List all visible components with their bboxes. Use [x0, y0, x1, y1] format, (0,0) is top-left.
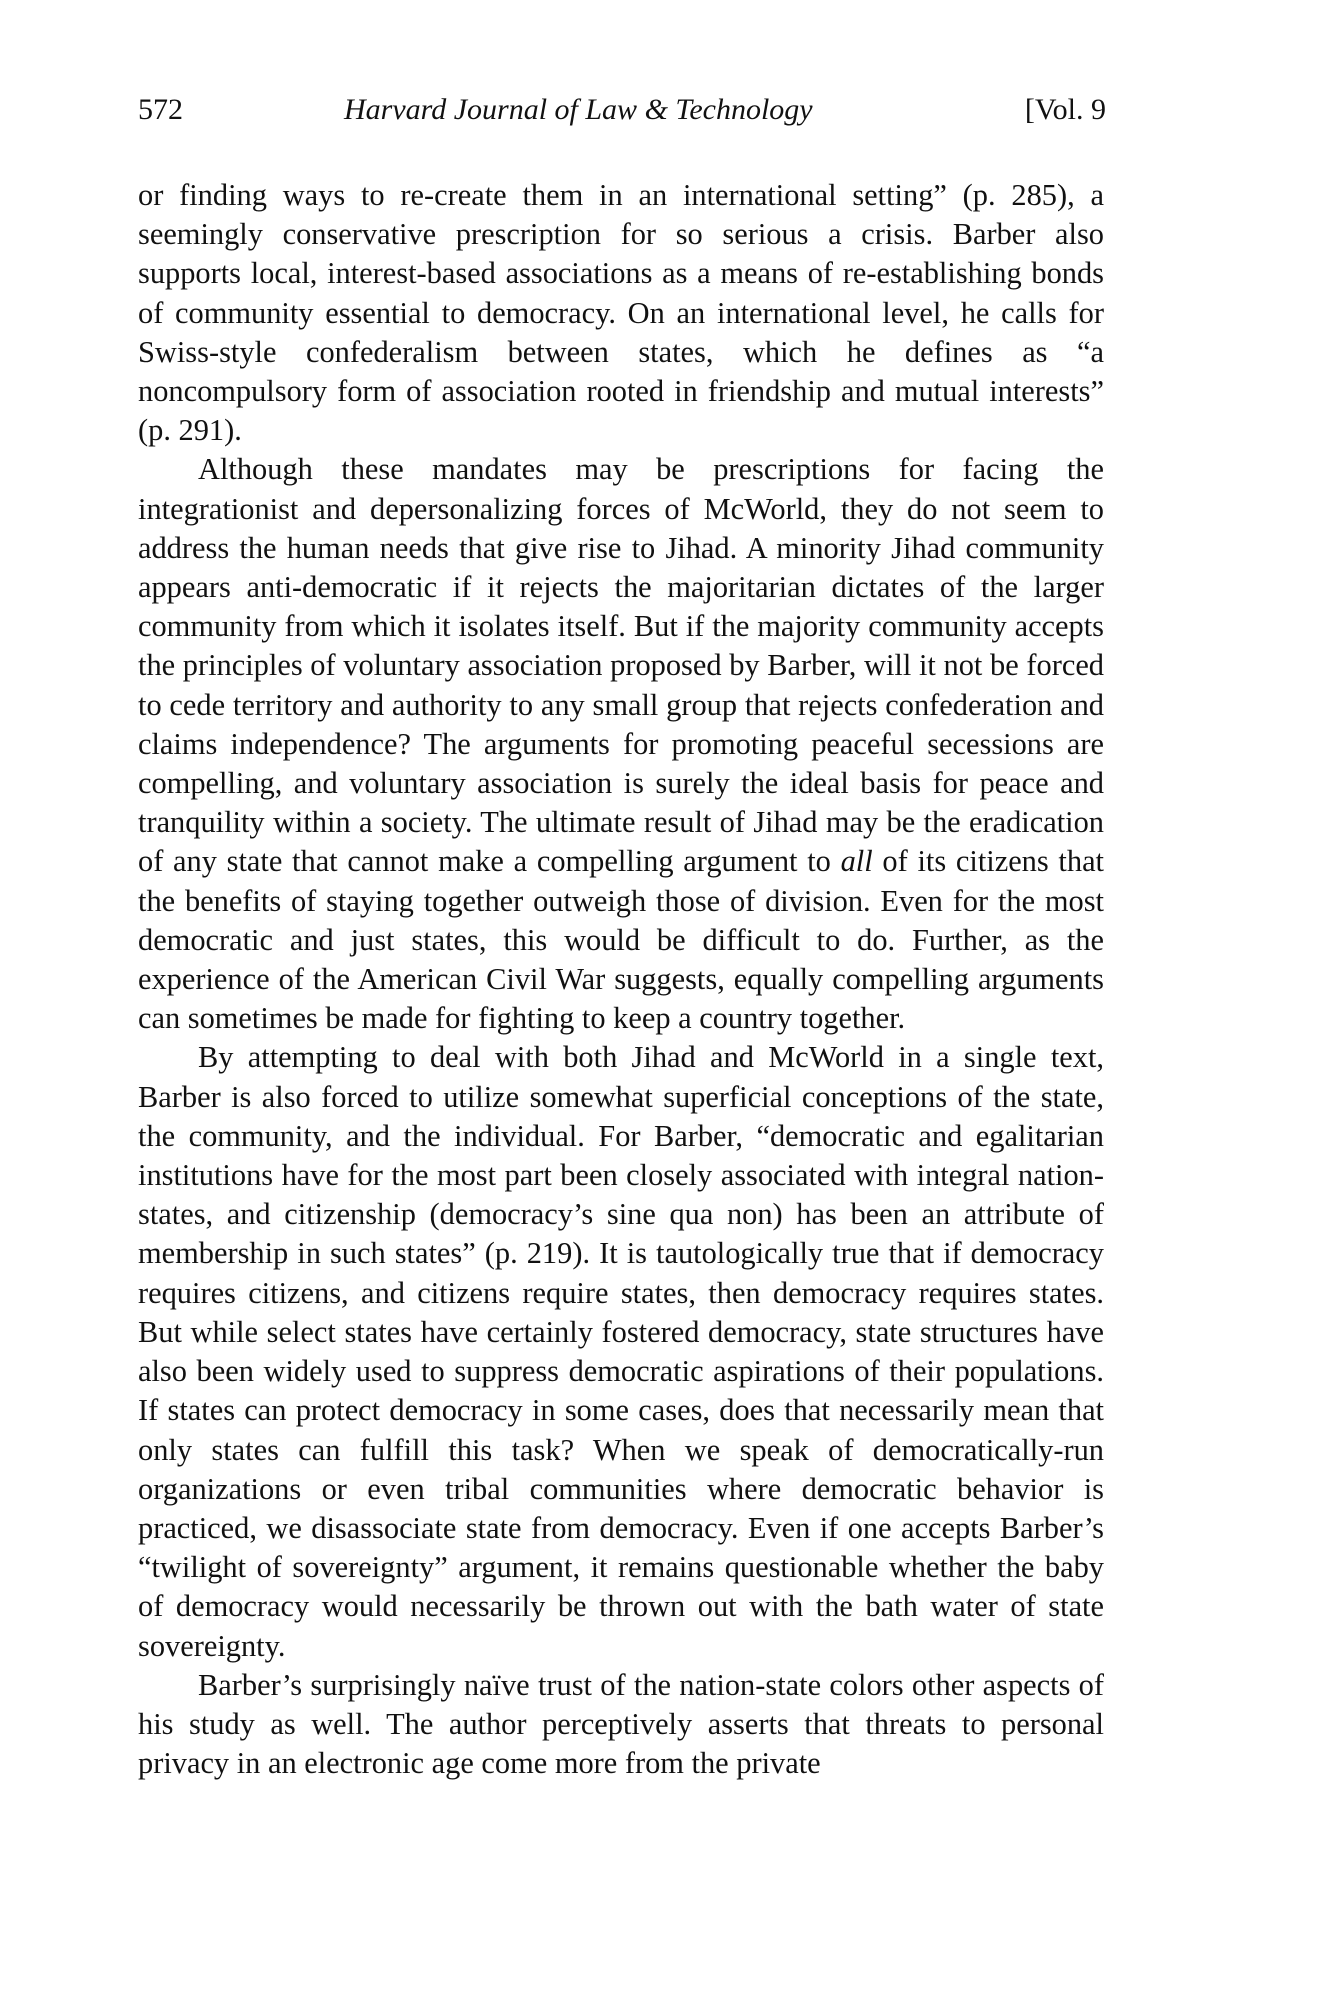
- journal-title: Harvard Journal of Law & Technology: [344, 93, 813, 126]
- paragraph-nation-state-trust: Barber’s surprisingly naïve trust of the nation-state colors other aspects of his study as well. The author perceptively asserts that threats to personal privacy in an electronic age come more from the private: [138, 1667, 1104, 1781]
- volume-label: [Vol. 9: [1024, 93, 1106, 126]
- running-head: [138, 88, 1104, 132]
- paragraph-text: of its citizens that the benefits of staying together outweigh those of division. Even for the most democratic and just states, this would be difficult to do. Further, as the experience of the American Civil War suggests, equally compelling arguments can sometimes be made for fighting to keep a country together.: [138, 844, 1105, 1036]
- paragraph-continuation: or finding ways to re-create them in an international setting” (p. 285), a seemingly conservative prescription for so serious a crisis. Barber also supports local, interest-based associations as a means of re-establishing bonds of community essential to democracy. On an international level, he calls for Swiss-style confederalism between states, which he defines as “a noncompulsory form of association rooted in friendship and mutual interests” (p. 291).: [138, 178, 1104, 448]
- article-body: [138, 176, 1104, 1783]
- paragraph-jihad-mandates: [138, 450, 1104, 1038]
- emphasis-text: all: [840, 844, 873, 879]
- page: [138, 88, 1104, 1783]
- paragraph-state-conceptions: By attempting to deal with both Jihad and McWorld in a single text, Barber is also forced to utilize somewhat superficial conceptions of the state, the community, and the individual. For Barber, “democratic and egalitarian institutions have for the most part been closely associated with integral nation-states, and citizenship (democracy’s sine qua non) has been an attribute of membership in such states” (p. 219). It is tautologically true that if democracy requires citizens, and citizens require states, then democracy requires states. But while select states have certainly fostered democracy, state structures have also been widely used to suppress democratic aspirations of their populations. If states can protect democracy in some cases, does that necessarily mean that only states can fulfill this task? When we speak of democratically-run organizations or even tribal communities where democratic behavior is practiced, we disassociate state from democracy. Even if one accepts Barber’s “twilight of sovereignty” argument, it remains questionable whether the baby of democracy would necessarily be thrown out with the bath water of state sovereignty.: [138, 1040, 1104, 1663]
- page-number: 572: [138, 93, 183, 126]
- paragraph-text: Although these mandates may be prescriptions for facing the integrationist and depersonalizing forces of McWorld, they do not seem to address the human needs that give rise to Jihad. A minority Jihad community appears anti-democratic if it rejects the majoritarian dictates of the larger community from which it isolates itself. But if the majority community accepts the principles of voluntary association proposed by Barber, will it not be forced to cede territory and authority to any small group that rejects confederation and claims independence? The arguments for promoting peaceful secessions are compelling, and voluntary association is surely the ideal basis for peace and tranquility within a society. The ultimate result of Jihad may be the eradication of any state that cannot make a compelling argument to: [138, 452, 1104, 879]
